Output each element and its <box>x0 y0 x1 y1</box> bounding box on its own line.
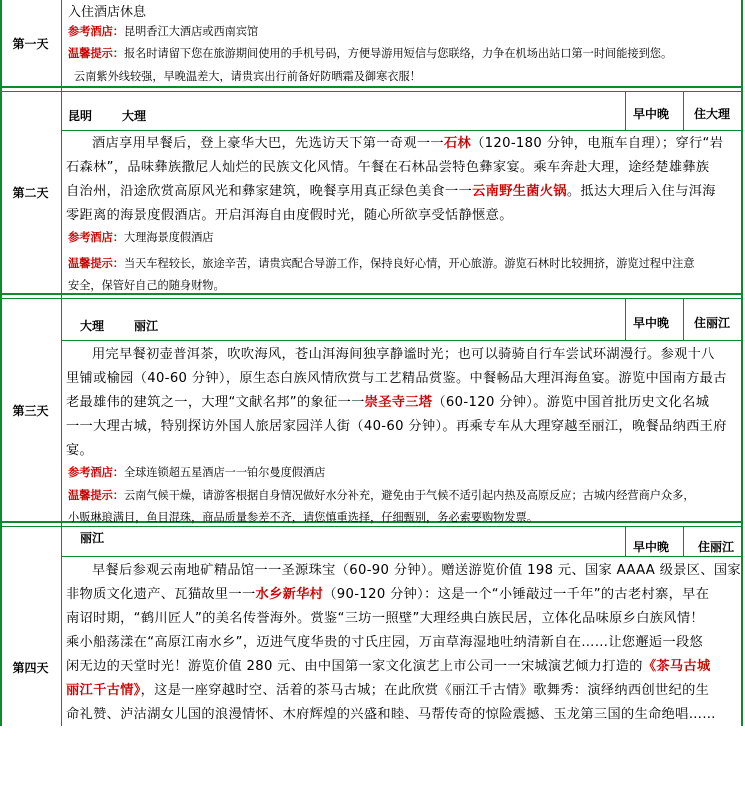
tips-label: 温馨提示： <box>68 47 124 60</box>
day4-para-line <box>66 655 711 679</box>
text-segment: 大理海景度假酒店 <box>123 231 214 244</box>
day-label: 第二天 <box>12 186 49 200</box>
day2-tips-cont: 安全，保管好自己的随身财物。 <box>68 279 225 292</box>
highlight-xinhua-village: 水乡新华村 <box>255 587 324 602</box>
day1-line: 入住酒店休息 <box>68 5 147 20</box>
text-segment: 闲无边的天堂时光！游览价值 280 元、由中国第一家文化演艺上市公司一一宋城演艺倾力打造的 <box>66 659 643 674</box>
day3-para-line: 用完早餐初壶普洱茶，吹吹海风，苍山洱海间独享静谧时光；也可以骑骑自行车尝试环湖漫行。参观十八 <box>92 347 715 362</box>
day4-para-line <box>66 583 709 607</box>
text-segment: 当天车程较长，旅途辛苦，请贵宾配合导游工作，保持良好心情，开心旅游。游览石林时比较拥挤，游览过程中注意 <box>123 257 695 270</box>
day2-tips <box>68 255 695 271</box>
day4-para-line: 命礼赞、泸沽湖女儿国的浪漫情怀、木府辉煌的兴盛和睦、马帮传奇的惊险震撼、玉龙第三国的生命绝唱…… <box>66 707 716 722</box>
hotel-value: 昆明香江大酒店或西南宾馆 <box>123 25 259 38</box>
route-from: 大理 <box>80 319 105 333</box>
highlight-stone-forest: 石林 <box>443 136 472 151</box>
text-segment: （120-180 分钟，电瓶车自理）；穿行“岩 <box>471 136 724 151</box>
day3-tips-cont: 小贩琳琅满目，鱼目混珠，商品质量参差不齐，请您慎重选择，仔细甄别，务必索要购物发票。 <box>68 511 538 524</box>
day2-para-line <box>92 132 723 156</box>
day-label: 第三天 <box>12 403 49 418</box>
day3-para-line: 一一大理古城，特别探访外国人旅居家园洋人街（40-60 分钟）。再乘专车从大理穿越至丽江，晚餐品纳西王府 <box>66 419 727 434</box>
day1-note: 云南紫外线较强，早晚温差大，请贵宾出行前备好防晒霜及御寒衣服！ <box>74 70 421 83</box>
hotel-label: 参考酒店： <box>68 25 124 38</box>
day2-para-line <box>66 180 716 204</box>
day3-para-line: 宴。 <box>66 443 94 458</box>
day2-hotel <box>68 229 213 245</box>
text-segment: 老最雄伟的建筑之一，大理“文献名邦”的象征一一 <box>66 395 365 410</box>
day3-tips <box>68 487 695 503</box>
stay: 住丽江 <box>698 540 735 554</box>
meals: 早中晚 <box>633 107 670 121</box>
day4-para-line: 南诏时期，“鹤川匠人”的美名传誉海外。赏鉴“三坊一照壁”大理经典白族民居，立体化品味原乡白族风情！ <box>66 611 704 626</box>
highlight-hotpot: 云南野生菌火锅 <box>472 184 567 199</box>
text-segment: （60-120 分钟）。游览中国首批历史文化名城 <box>432 395 710 410</box>
meals: 早中晚 <box>633 316 670 330</box>
text-segment: 非物质文化遗产、瓦猫故里一一 <box>66 587 256 602</box>
day3-para-line <box>66 391 709 415</box>
day2-para-line: 零距离的海景度假酒店。开启洱海自由度假时光，随心所欲享受恬静惬意。 <box>66 208 513 223</box>
text-segment: 温馨提示： <box>68 489 124 502</box>
text-segment: 全球连锁超五星酒店一一铂尔曼度假酒店 <box>123 466 326 479</box>
day2-para-line: 石森林”，品味彝族撒尼人灿烂的民族文化风情。午餐在石林品尝特色彝家宴。乘车奔赴大理，途经楚雄彝族 <box>66 160 710 175</box>
tips-value: 报名时请留下您在旅游期间使用的手机号码，方便导游用短信与您联络，力争在机场出站口第一时间能接到您。 <box>123 47 673 60</box>
day4-para-line: 乘小船荡漾在“高原江南水乡”，迈进气度华贵的寸氏庄园，万亩草海湿地吐纳清新自在……让您邂逅一段悠 <box>66 635 704 650</box>
highlight-three-pagodas: 崇圣寺三塔 <box>364 395 433 410</box>
text-segment: 自治州，沿途欣赏高原风光和彝家建筑，晚餐享用真正绿色美食一一 <box>66 184 473 199</box>
text-segment: 参考酒店： <box>68 466 124 479</box>
route-to: 丽江 <box>80 531 105 545</box>
day1-tips <box>68 45 672 61</box>
day1-hotel <box>68 23 258 39</box>
route-from: 昆明 <box>68 109 93 123</box>
text-segment: ，这是一座穿越时空、活着的茶马古城；在此欣赏《丽江千古情》歌舞秀：演绎纳西创世纪的生 <box>140 683 710 698</box>
day3-para-line: 里铺或榆园（40-60 分钟），原生态白族风情欣赏与工艺精品赏鉴。中餐畅品大理洱海鱼宴。游览中国南方最古 <box>66 371 727 386</box>
day4-para-line <box>66 679 709 703</box>
text-segment: 酒店享用早餐后，登上豪华大巴，先选访天下第一奇观一一 <box>92 136 444 151</box>
text-segment: 参考酒店： <box>68 231 124 244</box>
day3-hotel <box>68 464 325 480</box>
text-segment: （90-120 分钟）：这是一个“小锤敲过一千年”的古老村寨，早在 <box>323 587 710 602</box>
stay: 住丽江 <box>694 316 731 330</box>
day4-para-line: 早餐后参观云南地矿精品馆一一圣源珠宝（60-90 分钟）。赠送游览价值 198 元、国家 AAAA 级景区、国家 <box>92 563 741 578</box>
stay: 住大理 <box>694 107 731 121</box>
highlight-show-title: 《茶马古城 <box>642 659 711 674</box>
text-segment: 。抵达大理后入住与洱海 <box>566 184 716 199</box>
day-label: 第一天 <box>12 36 49 51</box>
day-label: 第四天 <box>12 660 49 675</box>
meals: 早中晚 <box>633 540 670 554</box>
highlight-show-title-cont: 丽江千古情》 <box>66 683 141 698</box>
route-to: 大理 <box>122 109 147 123</box>
text-segment: 温馨提示： <box>68 257 124 270</box>
route-to: 丽江 <box>134 319 159 333</box>
text-segment: 云南气候干燥，请游客根据自身情况做好水分补充，避免由于气候不适引起内热及高原反应；古城内经营商户众多， <box>123 489 695 502</box>
